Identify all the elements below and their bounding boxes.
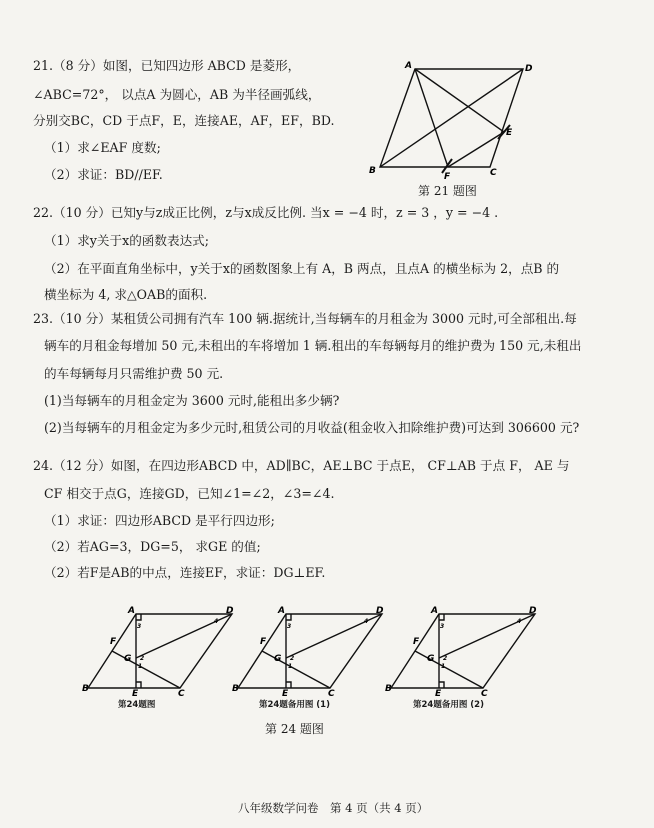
q24-spare1-figure-caption: 第24题备用图 (1) — [259, 700, 330, 710]
q24-spare1-angle-4: 4 — [364, 618, 369, 625]
q24-spare2-figure-caption: 第24题备用图 (2) — [413, 700, 484, 710]
q24-spare2-label-c: C — [481, 689, 488, 698]
q24-main-caption: 第 24 题图 — [265, 722, 324, 736]
q21-label-b: B — [369, 166, 376, 176]
q24-spare2-label-g: G — [427, 654, 435, 664]
q21-rhombus-figure — [360, 55, 550, 185]
q24-main-label-c: C — [178, 689, 185, 698]
q21-figure-caption: 第 21 题图 — [418, 184, 477, 198]
q24-spare2-angle-4: 4 — [517, 618, 522, 625]
q24-line-5: （2）若F是AB的中点，连接EF，求证：DG⊥EF. — [44, 565, 326, 580]
q21-label-c: C — [490, 168, 497, 178]
q24-line-1: 24.（12 分）如图，在四边形ABCD 中，AD∥BC，AE⊥BC 于点E， CF⊥AB 于点 F， AE 与 — [33, 458, 570, 473]
q24-spare2-angle-3: 3 — [440, 623, 445, 630]
q24-spare2-angle-1: 1 — [441, 663, 446, 670]
q24-spare1-angle-1: 1 — [288, 663, 293, 670]
q24-figure-spare-2 — [383, 598, 553, 698]
q21-line-1: 21.（8 分）如图，已知四边形 ABCD 是菱形， — [33, 58, 301, 73]
q21-line-5: （2）求证：BD//EF. — [44, 167, 163, 182]
q24-spare1-label-g: G — [274, 654, 282, 664]
q24-spare1-label-c: C — [328, 689, 335, 698]
q22-line-2: （1）求y关于x的函数表达式; — [44, 233, 210, 248]
q22-line-3: （2）在平面直角坐标中，y关于x的函数图象上有 A，B 两点，且点A 的横坐标为 2，点B 的 — [44, 261, 560, 276]
q24-main-figure-caption: 第24题图 — [118, 700, 156, 710]
q24-spare2-angle-2: 2 — [443, 655, 448, 662]
q24-main-angle-3: 3 — [137, 623, 142, 630]
q24-spare2-label-f: F — [413, 637, 420, 647]
q21-line-4: （1）求∠EAF 度数; — [44, 140, 161, 155]
q23-line-1: 23.（10 分）某租赁公司拥有汽车 100 辆.据统计,当每辆车的月租金为 3000 元时,可全部租出.每 — [33, 311, 577, 326]
q24-main-label-a: A — [128, 606, 135, 616]
q24-spare1-label-d: D — [376, 606, 384, 616]
q24-main-label-g: G — [124, 654, 132, 664]
q24-spare1-angle-3: 3 — [287, 623, 292, 630]
q24-main-label-e: E — [132, 689, 139, 698]
q24-line-4: （2）若AG=3，DG=5， 求GE 的值; — [44, 539, 261, 554]
q24-spare2-label-e: E — [435, 689, 442, 698]
q21-label-f: F — [444, 172, 451, 182]
q24-line-2: CF 相交于点G，连接GD，已知∠1=∠2，∠3=∠4. — [44, 486, 335, 501]
q23-line-5: (2)当每辆车的月租金定为多少元时,租赁公司的月收益(租金收入扣除维护费)可达到 306600 元? — [44, 420, 580, 435]
q24-spare1-label-e: E — [282, 689, 289, 698]
q24-main-label-d: D — [226, 606, 234, 616]
q21-line-2: ∠ABC=72°， 以点A 为圆心，AB 为半径画弧线， — [33, 87, 321, 102]
page-footer: 八年级数学问卷 第 4 页（共 4 页） — [238, 801, 429, 815]
q24-spare1-label-f: F — [260, 637, 267, 647]
q22-line-1: 22.（10 分）已知y与z成正比例，z与x成反比例. 当x = −4 时，z = 3 ，y = −4 . — [33, 205, 499, 220]
q24-main-angle-1: 1 — [138, 663, 143, 670]
q22-line-4: 横坐标为 4, 求△OAB的面积. — [44, 287, 208, 302]
q23-line-2: 辆车的月租金每增加 50 元,未租出的车将增加 1 辆.租出的车每辆每月的维护费为 150 元,未租出 — [44, 338, 582, 353]
q23-line-4: (1)当每辆车的月租金定为 3600 元时,能租出多少辆? — [44, 393, 340, 408]
q24-spare1-angle-2: 2 — [290, 655, 295, 662]
q24-main-angle-2: 2 — [140, 655, 145, 662]
q24-main-label-b: B — [82, 684, 89, 694]
q24-spare2-label-d: D — [529, 606, 537, 616]
q21-line-3: 分别交BC，CD 于点F，E，连接AE，AF，EF，BD. — [33, 113, 335, 128]
q24-figure-spare-1 — [230, 598, 400, 698]
q24-spare1-label-b: B — [232, 684, 239, 694]
q24-figure-main — [80, 598, 250, 698]
q24-main-angle-4: 4 — [214, 618, 219, 625]
q24-spare2-label-a: A — [431, 606, 438, 616]
q23-line-3: 的车每辆每月只需维护费 50 元. — [44, 366, 224, 381]
q21-label-e: E — [506, 128, 513, 138]
q21-label-a: A — [405, 61, 412, 71]
q24-line-3: （1）求证：四边形ABCD 是平行四边形; — [44, 513, 275, 528]
q21-label-d: D — [525, 64, 533, 74]
q24-main-label-f: F — [110, 637, 117, 647]
q24-spare1-label-a: A — [278, 606, 285, 616]
q24-spare2-label-b: B — [385, 684, 392, 694]
